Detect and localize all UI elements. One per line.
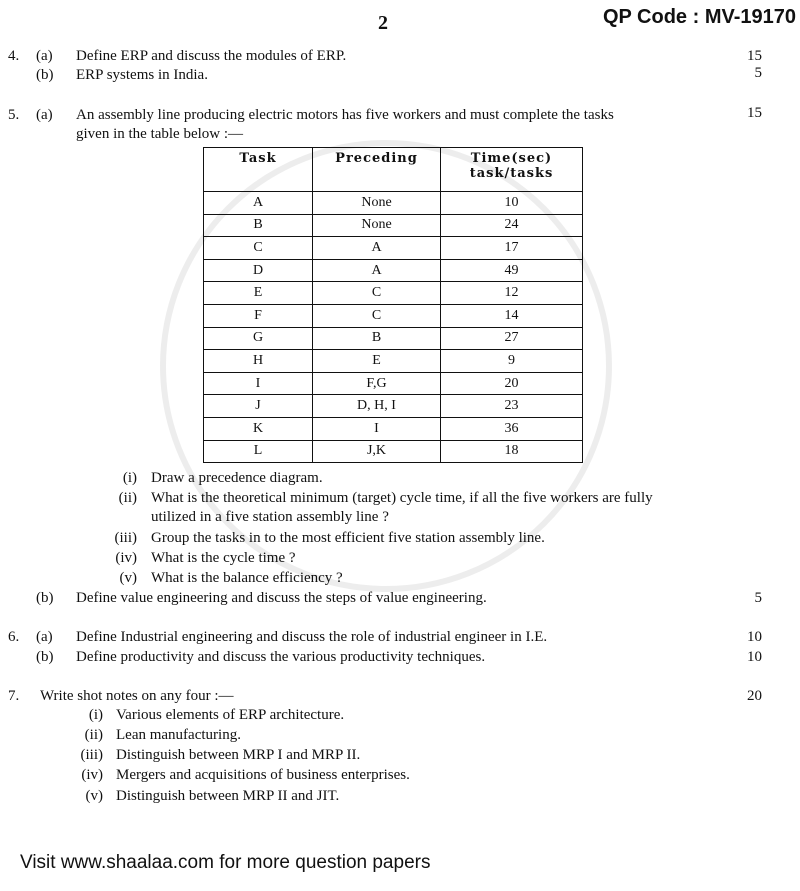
sub-question-label: (iv) <box>115 550 137 566</box>
task-cell: L <box>204 440 313 463</box>
table-row <box>204 350 583 373</box>
page-number: 2 <box>378 12 388 34</box>
qp-code: QP Code : MV-19170 <box>602 6 796 28</box>
sub-question-label: (i) <box>88 707 103 723</box>
time-cell: 9 <box>441 350 583 373</box>
header-task: Task <box>204 148 313 192</box>
table-row <box>204 372 583 395</box>
sub-question-text: Distinguish between MRP II and JIT. <box>116 788 340 804</box>
question-text-cont: given in the table below :— <box>76 126 244 142</box>
sub-question-label: (iv) <box>81 767 103 783</box>
header-preceding: Preceding <box>313 148 441 192</box>
question-text: An assembly line producing electric motors has five workers and must complete the tasks <box>76 107 614 123</box>
task-cell: A <box>204 192 313 215</box>
time-cell: 24 <box>441 214 583 237</box>
part-label: (a) <box>36 629 53 645</box>
marks: 10 <box>747 649 762 665</box>
time-cell: 10 <box>441 192 583 215</box>
task-cell: D <box>204 259 313 282</box>
table-row <box>204 237 583 260</box>
marks: 5 <box>754 590 762 606</box>
part-label: (a) <box>36 107 53 123</box>
header-time-line2: task/tasks <box>469 166 554 181</box>
table-row <box>204 214 583 237</box>
part-label: (b) <box>36 649 54 665</box>
task-table <box>203 147 583 463</box>
time-cell: 36 <box>441 417 583 440</box>
preceding-cell: C <box>313 282 441 305</box>
part-label: (b) <box>36 67 54 83</box>
preceding-cell: J,K <box>313 440 441 463</box>
sub-question-label: (ii) <box>118 490 137 506</box>
preceding-cell: A <box>313 259 441 282</box>
table-row <box>204 327 583 350</box>
question-number: 4. <box>8 48 20 64</box>
marks: 15 <box>747 48 762 64</box>
time-cell: 12 <box>441 282 583 305</box>
preceding-cell: F,G <box>313 372 441 395</box>
sub-question-label: (i) <box>122 470 137 486</box>
marks: 15 <box>747 105 762 121</box>
task-cell: E <box>204 282 313 305</box>
sub-question-label: (ii) <box>84 727 103 743</box>
question-text: Define value engineering and discuss the steps of value engineering. <box>76 590 487 606</box>
question-text: Define ERP and discuss the modules of ERP. <box>76 48 347 64</box>
sub-question-label: (v) <box>119 570 137 586</box>
task-cell: F <box>204 304 313 327</box>
footer-link[interactable]: Visit www.shaalaa.com for more question papers <box>20 852 431 873</box>
question-number: 5. <box>8 107 20 123</box>
part-label: (a) <box>36 48 53 64</box>
time-cell: 23 <box>441 395 583 418</box>
sub-question-text: Mergers and acquisitions of business enterprises. <box>116 767 410 783</box>
sub-question-text-cont: utilized in a five station assembly line ? <box>151 509 389 525</box>
task-cell: J <box>204 395 313 418</box>
task-cell: B <box>204 214 313 237</box>
table-row <box>204 192 583 215</box>
header-time-line1: Time(sec) <box>470 151 553 166</box>
question-number: 7. <box>8 688 20 704</box>
time-cell: 17 <box>441 237 583 260</box>
table-row <box>204 440 583 463</box>
table-row <box>204 417 583 440</box>
question-text: Write shot notes on any four :— <box>40 688 234 704</box>
sub-question-text: Group the tasks in to the most efficient five station assembly line. <box>151 530 545 546</box>
task-cell: C <box>204 237 313 260</box>
sub-question-text: Various elements of ERP architecture. <box>116 707 345 723</box>
preceding-cell: None <box>313 192 441 215</box>
table-row <box>204 282 583 305</box>
question-number: 6. <box>8 629 20 645</box>
task-cell: G <box>204 327 313 350</box>
preceding-cell: A <box>313 237 441 260</box>
time-cell: 27 <box>441 327 583 350</box>
sub-question-text: Draw a precedence diagram. <box>151 470 323 486</box>
time-cell: 14 <box>441 304 583 327</box>
marks: 5 <box>754 65 762 81</box>
sub-question-text: Lean manufacturing. <box>116 727 241 743</box>
task-cell: H <box>204 350 313 373</box>
sub-question-text: What is the balance efficiency ? <box>151 570 343 586</box>
question-text: Define productivity and discuss the various productivity techniques. <box>76 649 486 665</box>
time-cell: 18 <box>441 440 583 463</box>
preceding-cell: B <box>313 327 441 350</box>
preceding-cell: D, H, I <box>313 395 441 418</box>
task-cell: K <box>204 417 313 440</box>
preceding-cell: C <box>313 304 441 327</box>
preceding-cell: E <box>313 350 441 373</box>
sub-question-label: (v) <box>85 788 103 804</box>
marks: 20 <box>747 688 762 704</box>
table-row <box>204 259 583 282</box>
marks: 10 <box>747 629 762 645</box>
table-row <box>204 395 583 418</box>
table-row <box>204 304 583 327</box>
header-time <box>441 148 583 192</box>
preceding-cell: None <box>313 214 441 237</box>
sub-question-label: (iii) <box>114 530 137 546</box>
time-cell: 20 <box>441 372 583 395</box>
question-text: Define Industrial engineering and discuss the role of industrial engineer in I.E. <box>76 629 548 645</box>
time-cell: 49 <box>441 259 583 282</box>
task-cell: I <box>204 372 313 395</box>
sub-question-label: (iii) <box>80 747 103 763</box>
question-text: ERP systems in India. <box>76 67 208 83</box>
sub-question-text: What is the cycle time ? <box>151 550 296 566</box>
preceding-cell: I <box>313 417 441 440</box>
part-label: (b) <box>36 590 54 606</box>
sub-question-text: What is the theoretical minimum (target) cycle time, if all the five workers are fully <box>151 490 653 506</box>
sub-question-text: Distinguish between MRP I and MRP II. <box>116 747 361 763</box>
